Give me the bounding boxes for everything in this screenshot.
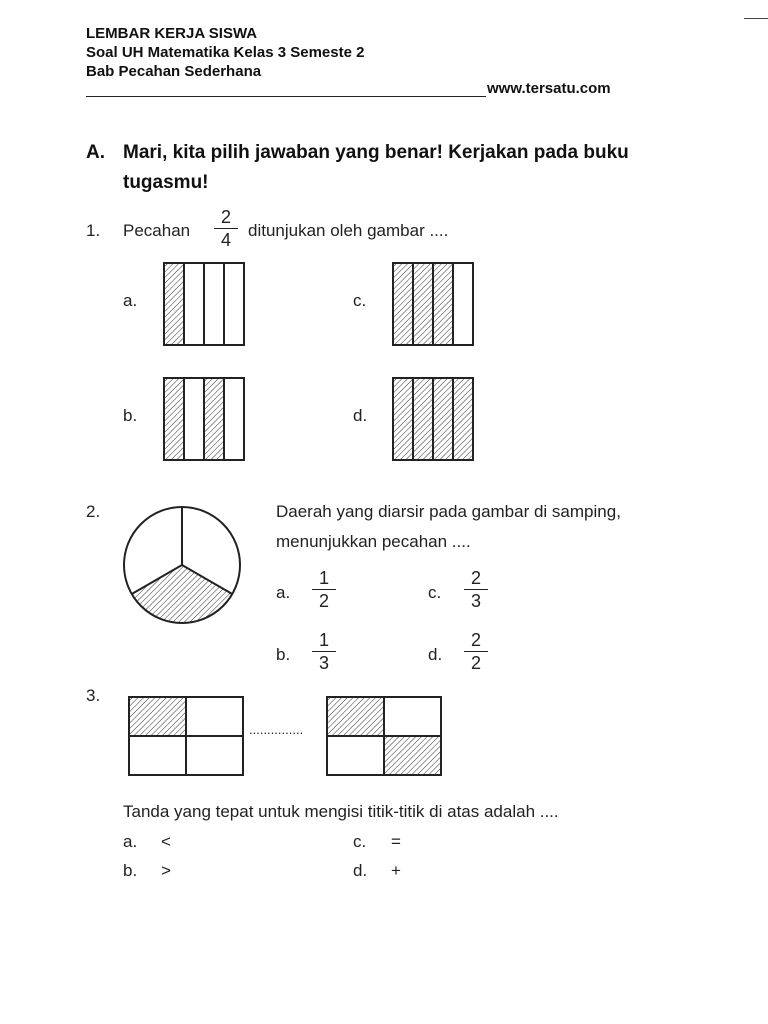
- section-instruction-line2: tugasmu!: [123, 172, 209, 193]
- q2-option-a-fraction: [311, 568, 337, 611]
- q1-fraction-bar: [214, 228, 238, 229]
- header-chapter: Bab Pecahan Sederhana: [86, 63, 262, 80]
- q3-option-b-value: >: [161, 861, 171, 880]
- bar-part: [224, 263, 244, 345]
- bar-part: [224, 378, 244, 460]
- q3-option-a-label: a.: [123, 832, 138, 851]
- q2-option-c-denominator: 3: [470, 591, 481, 611]
- grid-cell-shaded: [384, 736, 441, 775]
- q2-option-c-numerator: 2: [470, 568, 481, 588]
- header-title: LEMBAR KERJA SISWA: [86, 25, 258, 42]
- q2-option-d-label: d.: [428, 645, 443, 664]
- q1-fraction-denominator: 4: [220, 230, 231, 250]
- q1-suffix: ditunjukan oleh gambar ....: [248, 221, 449, 240]
- bar-part-shaded: [433, 263, 453, 345]
- q3-option-d-value: +: [391, 861, 401, 880]
- q1-option-a-label: a.: [123, 291, 138, 310]
- section-label: A.: [86, 142, 105, 163]
- bar-part: [184, 378, 204, 460]
- bar-part-shaded: [453, 378, 473, 460]
- q1-option-b-figure: [163, 377, 245, 461]
- q3-option-c-value: =: [391, 832, 401, 851]
- bar-part: [184, 263, 204, 345]
- bar-part-shaded: [164, 378, 184, 460]
- q2-option-a-denominator: 2: [318, 591, 329, 611]
- bar-part-shaded: [164, 263, 184, 345]
- q2-number: 2.: [86, 502, 101, 521]
- q2-option-c-fraction: [463, 568, 489, 611]
- q2-option-b-fraction: [311, 630, 337, 673]
- q2-text-line1: Daerah yang diarsir pada gambar di samping,: [276, 502, 621, 521]
- bar-part-shaded: [413, 378, 433, 460]
- q2-option-b-numerator: 1: [318, 630, 329, 650]
- q1-option-b-label: b.: [123, 406, 138, 425]
- q1-fraction-numerator: 2: [220, 207, 231, 227]
- q3-question: Tanda yang tepat untuk mengisi titik-titik di atas adalah ....: [123, 802, 559, 821]
- q1-option-c-figure: [392, 262, 474, 346]
- q2-option-a-numerator: 1: [318, 568, 329, 588]
- q2-circle-figure: [121, 504, 243, 626]
- q3-option-a-value: <: [161, 832, 171, 851]
- bar-part-shaded: [204, 378, 224, 460]
- page-edge-mark: [744, 18, 768, 19]
- grid-cell-shaded: [129, 697, 186, 736]
- q3-option-b-label: b.: [123, 861, 138, 880]
- q3-option-c-label: c.: [353, 832, 367, 851]
- header-subtitle: Soal UH Matematika Kelas 3 Semeste 2: [86, 44, 365, 61]
- q1-prefix: Pecahan: [123, 221, 191, 240]
- bar-part-shaded: [413, 263, 433, 345]
- q2-text-line2: menunjukkan pecahan ....: [276, 532, 471, 551]
- bar-part-shaded: [433, 378, 453, 460]
- q2-option-b-bar: [312, 651, 336, 652]
- q1-fraction: [213, 207, 239, 250]
- q2-option-b-denominator: 3: [318, 653, 329, 673]
- q3-left-grid: [128, 696, 244, 776]
- q2-option-b-label: b.: [276, 645, 291, 664]
- q2-option-d-fraction: [463, 630, 489, 673]
- q2-option-d-denominator: 2: [470, 653, 481, 673]
- header-underline: [86, 96, 486, 97]
- q3-number: 3.: [86, 686, 101, 705]
- q1-option-d-label: d.: [353, 406, 368, 425]
- q2-option-d-numerator: 2: [470, 630, 481, 650]
- bar-part-shaded: [393, 378, 413, 460]
- q2-option-a-bar: [312, 589, 336, 590]
- q1-option-d-figure: [392, 377, 474, 461]
- circle-sector-shaded: [132, 565, 232, 623]
- grid-cell-shaded: [327, 697, 384, 736]
- q2-option-c-bar: [464, 589, 488, 590]
- bar-part: [204, 263, 224, 345]
- q2-option-a-label: a.: [276, 583, 291, 602]
- section-instruction-line1: Mari, kita pilih jawaban yang benar! Kerjakan pada buku: [123, 142, 629, 163]
- q2-option-c-label: c.: [428, 583, 442, 602]
- bar-part: [453, 263, 473, 345]
- q1-number: 1.: [86, 221, 101, 240]
- q3-blank-dots: ...............: [249, 722, 304, 737]
- header-website: www.tersatu.com: [487, 80, 611, 97]
- q3-option-d-label: d.: [353, 861, 368, 880]
- q3-right-grid: [326, 696, 442, 776]
- q1-option-c-label: c.: [353, 291, 367, 310]
- q2-option-d-bar: [464, 651, 488, 652]
- bar-part-shaded: [393, 263, 413, 345]
- q1-option-a-figure: [163, 262, 245, 346]
